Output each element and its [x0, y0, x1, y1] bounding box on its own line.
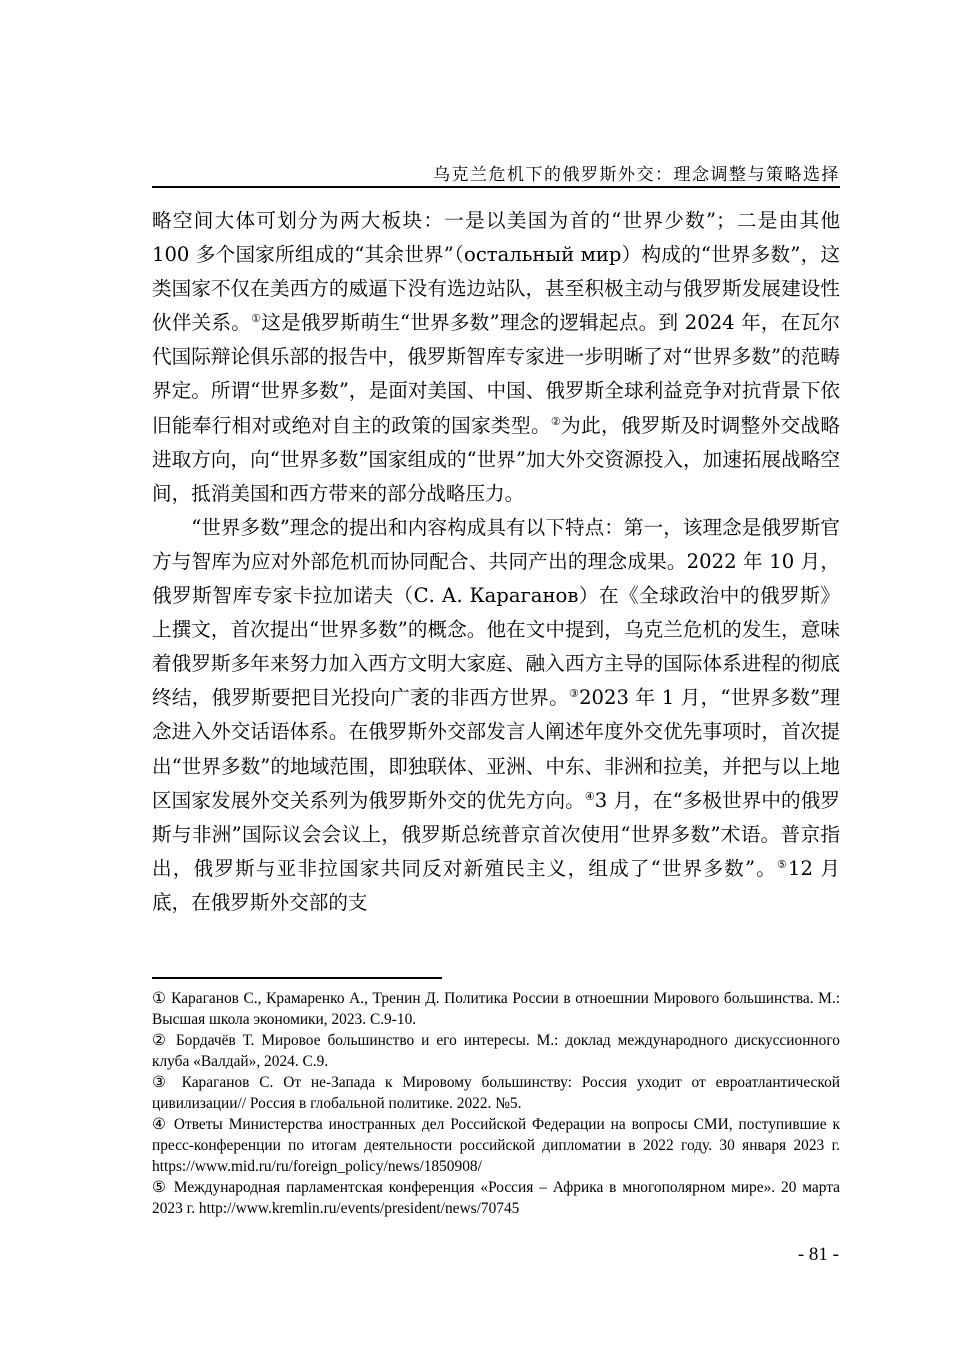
footnote-3: ③ Караганов С. От не-Запада к Мировому большинству: Россия уходит от евроатлантической цивилизации// Россия в глобальной политике. 2022. №5. — [152, 1074, 840, 1112]
paragraph-2 — [152, 511, 840, 920]
paragraph-1 — [152, 204, 840, 511]
footnotes — [152, 988, 840, 1219]
footnote-ref-2[interactable]: ② — [550, 414, 562, 428]
paragraph-2-text-c: 3 月，在“多极世界中的俄罗斯与非洲”国际议会会议上，俄罗斯总统普京首次使用“世界多数”术语。普京指出，俄罗斯与亚非拉国家共同反对新殖民主义，组成了“世界多数”。 — [152, 788, 841, 880]
footnote-divider — [152, 977, 442, 979]
running-header — [152, 158, 840, 188]
footnote-1: ① Караганов С., Крамаренко А., Тренин Д. Политика России в отноешнии Мирового большинства. М.: Высшая школа экономики, 2023. С.9-10. — [152, 990, 840, 1028]
paragraph-2-text-d: 12 月底，在俄罗斯外交部的支 — [152, 856, 840, 914]
paragraph-2-text-a: “世界多数”理念的提出和内容构成具有以下特点：第一，该理念是俄罗斯官方与智库为应对外部危机而协同配合、共同产出的理念成果。2022 年 10 月，俄罗斯智库专家卡拉加诺夫（С. А. Караганов）在《全球政治中的俄罗斯》上撰文，首次提出“世界多数”的概念。他在文中提到，乌克兰危机的发生，意味着俄罗斯多年来努力加入西方文明大家庭、融入西方主导的国际体系进程的彻底终结，俄罗斯要把目光投向广袤的非西方世界。 — [152, 515, 840, 710]
running-title: 乌克兰危机下的俄罗斯外交：理念调整与策略选择 — [433, 165, 840, 185]
paragraph-1-text-c: 为此，俄罗斯及时调整外交战略进取方向，向“世界多数”国家组成的“世界”加大外交资源投入，加速拓展战略空间，抵消美国和西方带来的部分战略压力。 — [152, 413, 841, 505]
paragraph-2-text-b: 2023 年 1 月，“世界多数”理念进入外交话语体系。在俄罗斯外交部发言人阐述年度外交优先事项时，首次提出“世界多数”的地域范围，即独联体、亚洲、中东、非洲和拉美，并把与以上地区国家发展外交关系列为俄罗斯外交的优先方向。 — [152, 686, 840, 812]
footnote-2: ② Бордачёв Т. Мировое большинство и его интересы. М.: доклад международного дискуссионного клуба «Валдай», 2024. С.9. — [152, 1032, 840, 1070]
footnote-5: ⑤ Международная парламентская конференция «Россия – Африка в многополярном мире». 20 марта 2023 г. http://www.kremlin.ru/events/president/news/70745 — [152, 1179, 840, 1217]
footnote-ref-3[interactable]: ③ — [568, 687, 580, 701]
footnote-4: ④ Ответы Министерства иностранных дел Российской Федерации на вопросы СМИ, поступившие к пресс-конференции по итогам деятельности российской дипломатии в 2022 году. 30 января 2023 г. https://www.mid.ru/ru/foreign_policy/news/1850908/ — [152, 1116, 840, 1175]
main-text — [152, 204, 840, 920]
footnote-ref-1[interactable]: ① — [251, 312, 262, 326]
page-number: - 81 - — [797, 1244, 839, 1265]
paragraph-1-text-a: 略空间大体可划分为两大板块：一是以美国为首的“世界少数”；二是由其他 100 多个国家所组成的“其余世界”（остальный мир）构成的“世界多数”，这类国家不仅在美西方的威逼下没有选边站队，甚至积极主动与俄罗斯发展建设性伙伴关系。 — [152, 209, 840, 335]
footnote-ref-5[interactable]: ⑤ — [776, 857, 789, 871]
footnote-ref-4[interactable]: ④ — [584, 789, 595, 803]
paragraph-1-text-b: 这是俄罗斯萌生“世界多数”理念的逻辑起点。到 2024 年，在瓦尔代国际辩论俱乐部的报告中，俄罗斯智库专家进一步明晰了对“世界多数”的范畴界定。所谓“世界多数”，是面对美国、中国、俄罗斯全球利益竞争对抗背景下依旧能奉行相对或绝对自主的政策的国家类型。 — [152, 311, 840, 437]
